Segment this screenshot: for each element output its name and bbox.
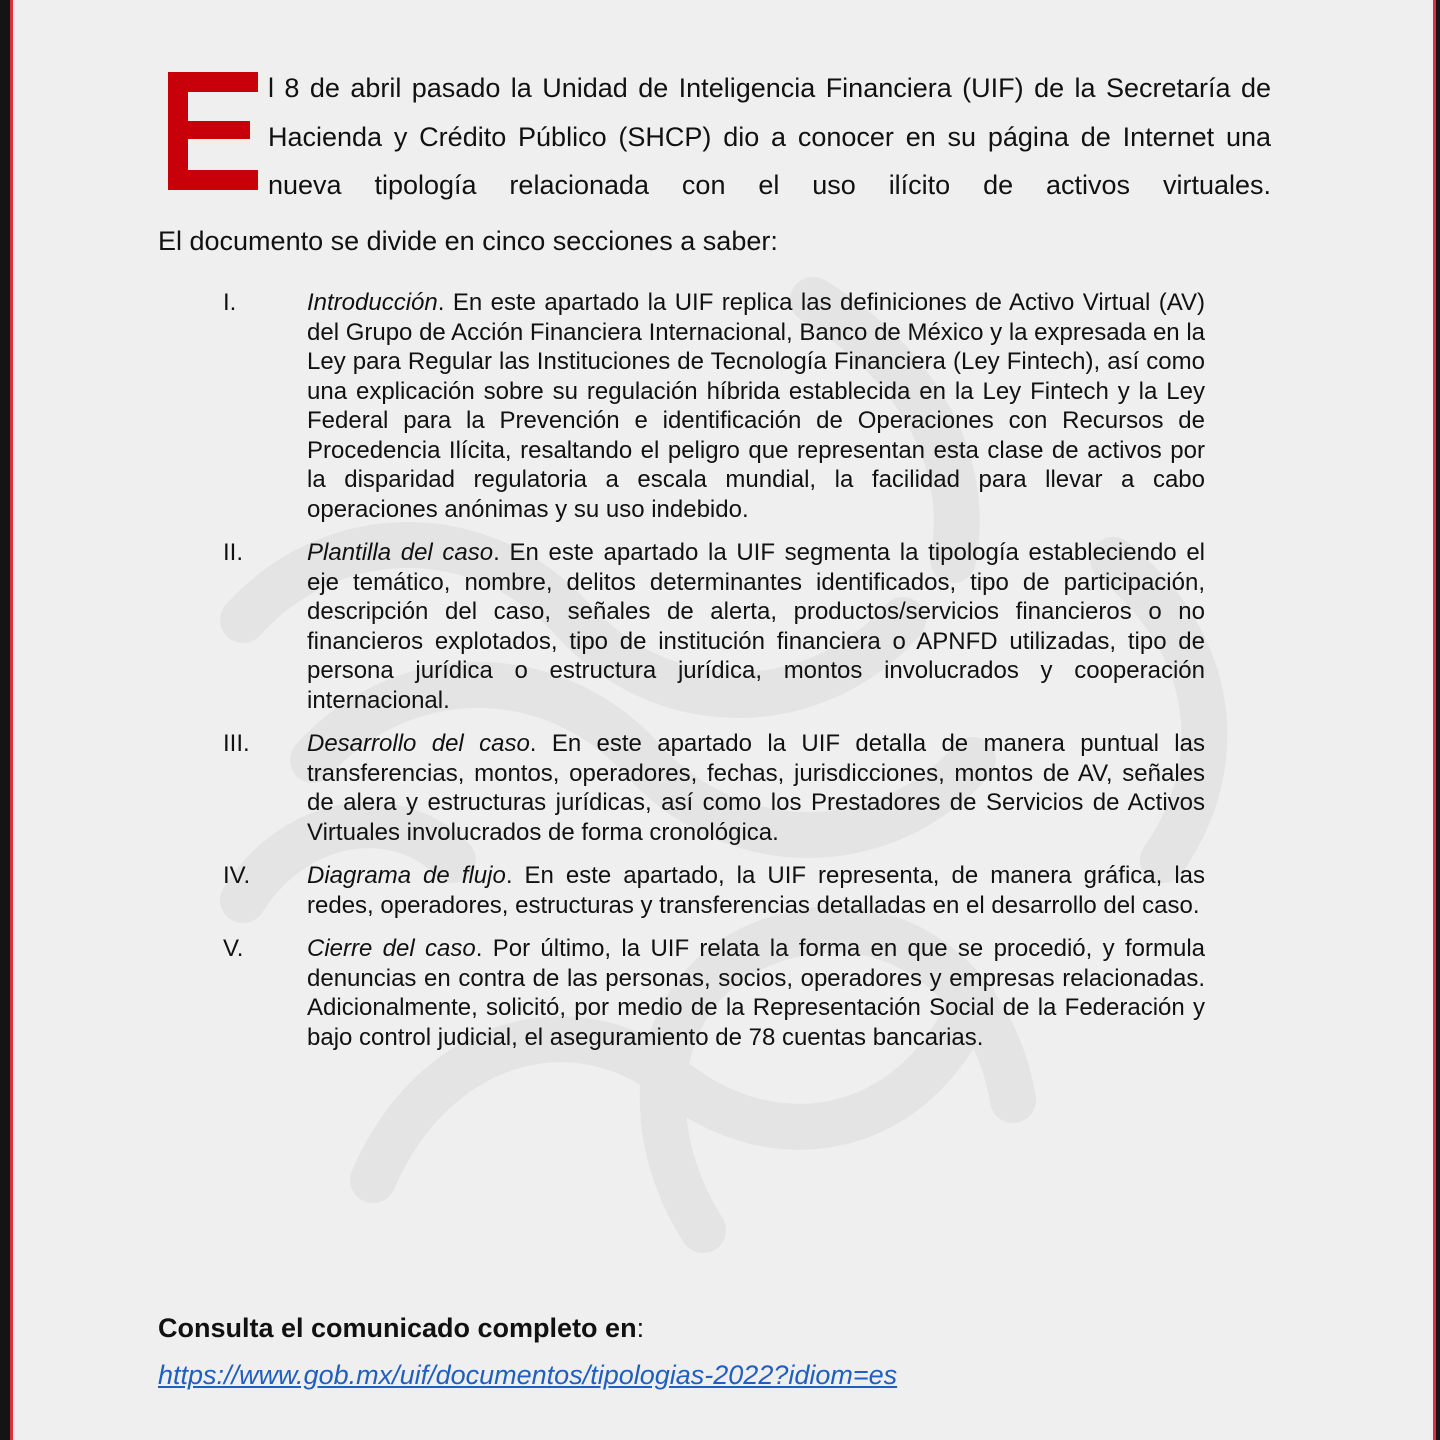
consulta-label [158,1313,644,1344]
consulta-label-bold: Consulta el comunicado completo en [158,1313,637,1343]
section-title: Plantilla del caso [307,539,494,566]
sections-list [223,288,1205,1066]
document-page [10,0,1436,1440]
section-numeral: IV. [223,862,251,889]
section-text [307,538,1205,715]
section-body: . Por último, la UIF relata la forma en que se procedió, y formula denuncias en contra de las personas, socios, operadores y empresas relacionadas. Adicionalmente, solicitó, por medio de la Representación Social de la Federación y bajo control judicial, el aseguramiento de 78 cuentas bancarias. [307,935,1205,1051]
section-item [223,288,1205,524]
lead-sentence: El documento se divide en cinco secciones a saber: [158,226,778,256]
section-body: . En este apartado la UIF replica las definiciones de Activo Virtual (AV) del Grupo de Acción Financiera Internacional, Banco de México y la expresada en la Ley para Regular las Instituciones de Tecnología Financiera (Ley Fintech), así como una explicación sobre su regulación híbrida establecida en la Ley Fintech y la Ley Federal para la Prevención e identificación de Operaciones con Recursos de Procedencia Ilícita, resaltando el peligro que representan esta clase de activos por la disparidad regulatoria a escala mundial, la facilidad para llevar a cabo operaciones anónimas y su uso indebido. [307,289,1205,523]
section-item [223,861,1205,920]
section-body: . En este apartado, la UIF representa, de manera gráfica, las redes, operadores, estructuras y transferencias detalladas en el desarrollo del caso. [307,862,1205,919]
section-body: . En este apartado la UIF segmenta la tipología estableciendo el eje temático, nombre, delitos determinantes identificados, tipo de participación, descripción del caso, señales de alerta, productos/servicios financieros o no financieros explotados, tipo de institución financiera o APNFD utilizadas, tipo de persona jurídica o estructura jurídica, montos involucrados y cooperación internacional. [307,539,1206,714]
section-body: . En este apartado la UIF detalla de manera puntual las transferencias, montos, operadores, fechas, jurisdicciones, montos de AV, señales de alera y estructuras jurídicas, así como los Prestadores de Servicios de Activos Virtuales involucrados de forma cronológica. [307,730,1205,846]
source-link[interactable]: https://www.gob.mx/uif/documentos/tipologias-2022?idiom=es [158,1360,898,1390]
section-item [223,934,1205,1052]
section-text [307,288,1205,524]
section-numeral: II. [223,539,244,566]
section-text [307,861,1205,920]
section-title: Desarrollo del caso [307,730,530,757]
section-numeral: V. [223,935,244,962]
section-title: Diagrama de flujo [307,862,506,889]
consulta-colon: : [636,1313,645,1343]
section-text [307,934,1205,1052]
section-text [307,729,1205,847]
section-numeral: III. [223,730,250,757]
section-item [223,729,1205,847]
drop-cap-letter [168,72,258,190]
intro-paragraph [268,64,1271,210]
intro-text: l 8 de abril pasado la Unidad de Inteligencia Financiera (UIF) de la Secretaría de Hacienda y Crédito Público (SHCP) dio a conocer en su página de Internet una nueva tipología relacionada con el uso ilícito de activos virtuales. [268,73,1271,200]
section-title: Introducción [307,289,438,316]
section-numeral: I. [223,289,237,316]
section-item [223,538,1205,715]
section-title: Cierre del caso [307,935,476,962]
